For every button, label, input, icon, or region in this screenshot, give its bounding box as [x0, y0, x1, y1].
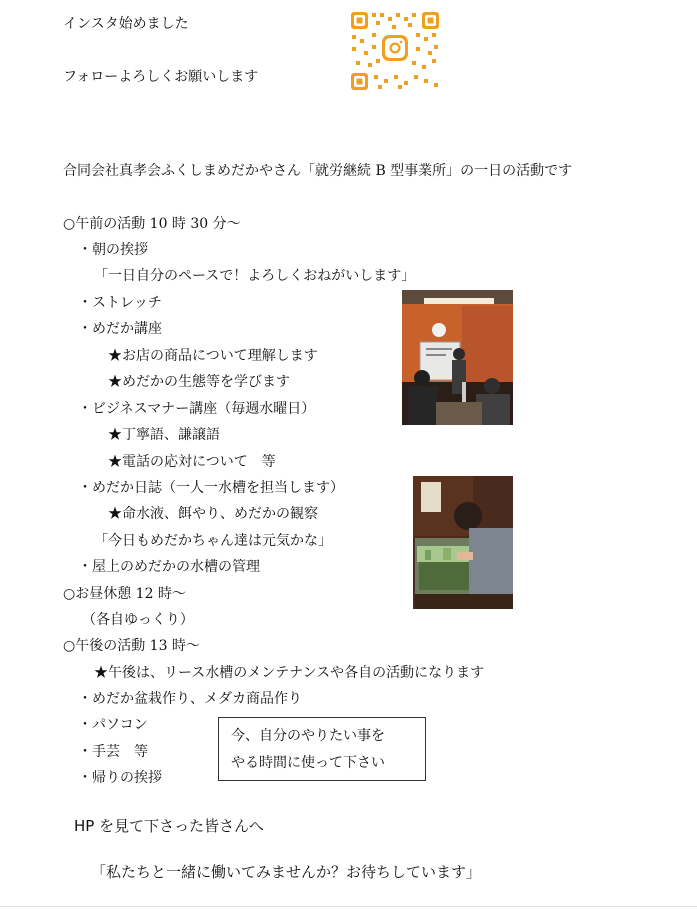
footer-line-2: 「私たちと一緒に働いてみませんか？お待ちしています」 — [91, 863, 482, 881]
bottom-divider — [0, 906, 697, 907]
morning-greeting-quote: 「一日自分のペースで！よろしくおねがいします」 — [94, 268, 416, 284]
lunch-note: （各自ゆっくり） — [82, 612, 194, 628]
lunch-heading: ○お昼休憩 12 時〜 — [63, 586, 186, 602]
header-line-2: フォローよろしくお願いします — [63, 69, 259, 85]
pc-item: ・パソコン — [78, 717, 148, 733]
note-box — [218, 717, 426, 781]
lecture-detail-2: ★めだかの生態等を学びます — [108, 374, 290, 390]
goodbye-item: ・帰りの挨拶 — [78, 770, 162, 786]
instagram-qr-code-icon[interactable] — [350, 11, 440, 91]
afternoon-note: ★午後は、リース水槽のメンテナンスや各自の活動になります — [94, 665, 485, 681]
manners-item: ・ビジネスマナー講座（毎週水曜日） — [78, 401, 316, 417]
manners-detail-2: ★電話の応対について 等 — [108, 454, 276, 470]
footer-line-1: HP を見て下さった皆さんへ — [74, 817, 264, 835]
stretch-item: ・ストレッチ — [78, 295, 162, 311]
rooftop-item: ・屋上のめだかの水槽の管理 — [78, 559, 260, 575]
morning-heading: ○午前の活動 10 時 30 分〜 — [63, 216, 241, 232]
note-box-line-2: やる時間に使って下さい — [231, 755, 385, 771]
diary-detail-1: ★命水液、餌やり、めだかの観察 — [108, 506, 318, 522]
intro-text: 合同会社真孝会ふくしまめだかやさん「就労継続 B 型事業所」の一日の活動です — [63, 163, 573, 179]
lecture-detail-1: ★お店の商品について理解します — [108, 348, 318, 364]
afternoon-heading: ○午後の活動 13 時〜 — [63, 638, 200, 654]
diary-quote: 「今日もめだかちゃん達は元気かな」 — [94, 533, 332, 549]
header-line-1: インスタ始めました — [63, 16, 189, 32]
morning-greeting: ・朝の挨拶 — [78, 242, 148, 258]
lecture-item: ・めだか講座 — [78, 321, 162, 337]
lecture-classroom-photo — [402, 290, 513, 425]
diary-item: ・めだか日誌（一人一水槽を担当します） — [78, 480, 344, 496]
crafts-item: ・手芸 等 — [78, 744, 148, 760]
manners-detail-1: ★丁寧語、謙譲語 — [108, 427, 220, 443]
medaka-tank-photo — [413, 476, 513, 609]
bonsai-item: ・めだか盆栽作り、メダカ商品作り — [78, 691, 302, 707]
note-box-line-1: 今、自分のやりたい事を — [231, 728, 385, 744]
